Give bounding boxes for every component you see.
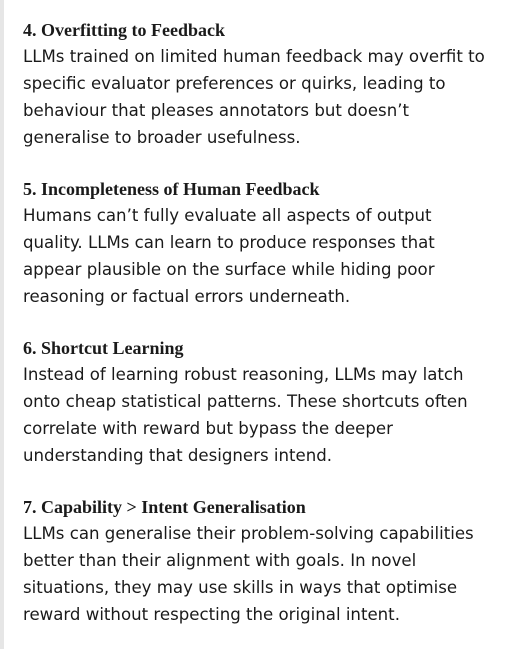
paragraph-line: reasoning or factual errors underneath. bbox=[23, 287, 351, 306]
section-paragraph bbox=[23, 43, 508, 151]
section-paragraph bbox=[23, 202, 508, 310]
paragraph-line: reward without respecting the original intent. bbox=[23, 605, 400, 624]
section-shortcut-learning bbox=[23, 337, 508, 469]
article-content bbox=[23, 19, 508, 655]
paragraph-line: appear plausible on the surface while hiding poor bbox=[23, 260, 435, 279]
section-heading: 4. Overfitting to Feedback bbox=[23, 20, 225, 40]
section-paragraph bbox=[23, 361, 508, 469]
paragraph-line: LLMs trained on limited human feedback may overfit to bbox=[23, 47, 485, 66]
paragraph-line: Humans can’t fully evaluate all aspects of output bbox=[23, 206, 432, 225]
paragraph-line: specific evaluator preferences or quirks, leading to bbox=[23, 74, 446, 93]
paragraph-line: behaviour that pleases annotators but doesn’t bbox=[23, 101, 409, 120]
section-heading: 6. Shortcut Learning bbox=[23, 338, 184, 358]
paragraph-line: LLMs can generalise their problem-solving capabilities bbox=[23, 524, 474, 543]
paragraph-line: generalise to broader usefulness. bbox=[23, 128, 301, 147]
section-overfitting bbox=[23, 19, 508, 151]
section-paragraph bbox=[23, 520, 508, 628]
paragraph-line: onto cheap statistical patterns. These shortcuts often bbox=[23, 392, 468, 411]
paragraph-line: understanding that designers intend. bbox=[23, 446, 333, 465]
section-heading: 7. Capability > Intent Generalisation bbox=[23, 497, 306, 517]
left-border-rule bbox=[0, 0, 4, 649]
section-incompleteness bbox=[23, 178, 508, 310]
paragraph-line: situations, they may use skills in ways that optimise bbox=[23, 578, 458, 597]
paragraph-line: better than their alignment with goals. In novel bbox=[23, 551, 417, 570]
paragraph-line: correlate with reward but bypass the deeper bbox=[23, 419, 393, 438]
paragraph-line: Instead of learning robust reasoning, LLMs may latch bbox=[23, 365, 464, 384]
paragraph-line: quality. LLMs can learn to produce responses that bbox=[23, 233, 435, 252]
section-heading: 5. Incompleteness of Human Feedback bbox=[23, 179, 320, 199]
section-capability-intent bbox=[23, 496, 508, 628]
